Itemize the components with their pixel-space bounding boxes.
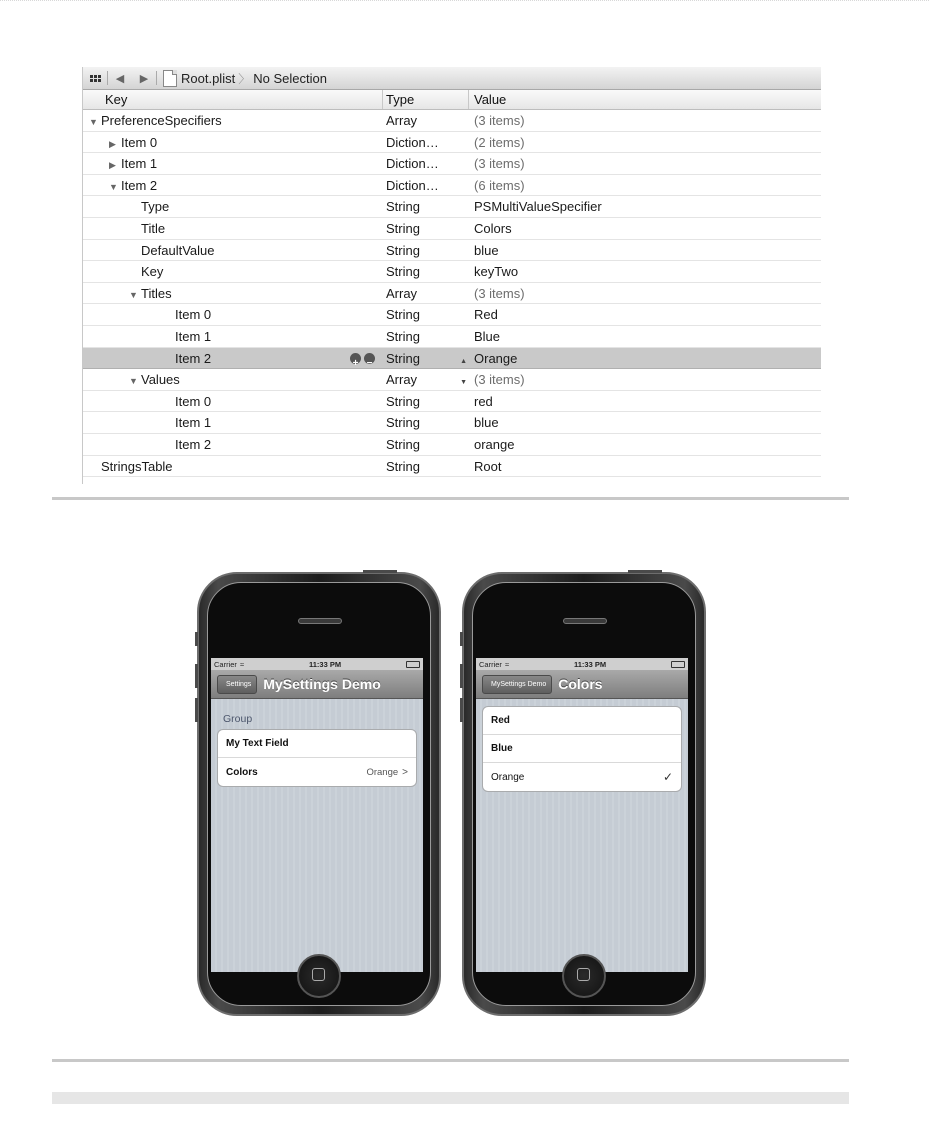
- row-key: Item 1: [175, 328, 212, 344]
- type-column-header[interactable]: Type: [383, 90, 469, 109]
- plist-row[interactable]: [83, 261, 821, 283]
- home-button[interactable]: [297, 954, 341, 998]
- status-time: 11:33 PM: [573, 659, 607, 669]
- battery-icon: [406, 661, 420, 668]
- cell-label: Colors: [226, 766, 258, 778]
- figure-divider: [52, 497, 849, 500]
- page-top-border: [0, 0, 929, 1]
- carrier-label: Carrier: [214, 659, 237, 669]
- disclosure-closed-icon[interactable]: ▶: [109, 138, 116, 149]
- row-value: blue: [474, 415, 499, 431]
- forward-arrow-icon: ▶: [139, 72, 149, 85]
- row-key: Item 1: [175, 415, 212, 431]
- nav-title: Colors: [558, 676, 603, 692]
- row-value: (3 items): [474, 113, 525, 128]
- breadcrumb-selection[interactable]: No Selection: [253, 70, 327, 86]
- checkmark-icon: ✓: [662, 770, 673, 784]
- plist-row[interactable]: [83, 175, 821, 197]
- colors-options-group: [482, 706, 682, 792]
- row-type: [383, 240, 469, 261]
- row-value: Orange: [474, 350, 518, 366]
- row-key: Item 2: [175, 436, 212, 452]
- related-items-button[interactable]: [83, 67, 107, 89]
- settings-back-button[interactable]: Settings: [217, 675, 257, 694]
- plist-editor: [82, 67, 821, 484]
- row-key: Item 2: [175, 350, 212, 366]
- row-value: PSMultiValueSpecifier: [474, 199, 602, 215]
- row-key: Title: [141, 220, 166, 236]
- plist-file-icon: [163, 70, 177, 87]
- row-type: [383, 218, 469, 239]
- status-bar: [211, 658, 423, 670]
- row-type: [383, 132, 469, 153]
- row-value: Red: [474, 307, 498, 323]
- row-key: Item 1: [121, 156, 158, 172]
- row-key: Item 0: [175, 393, 212, 409]
- row-value: orange: [474, 436, 515, 452]
- row-key: Item 0: [175, 307, 212, 323]
- plist-row[interactable]: [83, 369, 821, 391]
- row-value: (3 items): [474, 372, 525, 388]
- plist-row[interactable]: [83, 240, 821, 262]
- forward-arrow-button[interactable]: [132, 67, 156, 89]
- row-value: (3 items): [474, 156, 525, 172]
- row-type-text: String: [386, 199, 420, 215]
- column-header: [83, 90, 821, 110]
- row-type-text: Array: [386, 372, 418, 388]
- status-bar: [476, 658, 688, 670]
- navigation-bar: [476, 670, 688, 699]
- row-type-text: String: [386, 415, 420, 431]
- carrier-label: Carrier: [479, 659, 502, 669]
- plist-row[interactable]: [83, 391, 821, 413]
- row-type: [383, 412, 469, 433]
- row-key: Values: [141, 372, 180, 388]
- row-type: [383, 153, 469, 174]
- row-type: [383, 110, 469, 131]
- key-column-header[interactable]: Key: [83, 90, 383, 109]
- row-type-text: Diction…: [386, 134, 439, 150]
- row-key: Titles: [141, 285, 172, 301]
- row-type-text: String: [386, 307, 420, 323]
- disclosure-open-icon[interactable]: ▼: [129, 376, 138, 387]
- value-column-header[interactable]: Value: [474, 92, 507, 107]
- group-label: Group: [223, 713, 253, 725]
- mute-switch: [195, 632, 198, 646]
- plist-row[interactable]: [83, 434, 821, 456]
- plist-row[interactable]: [83, 132, 821, 154]
- type-popup-arrows-icon[interactable]: ▲ ▼: [460, 357, 467, 386]
- toolbar-divider: [156, 71, 157, 85]
- editor-jump-bar: [83, 67, 821, 90]
- option-blue[interactable]: [483, 735, 681, 763]
- iphone-right: [462, 572, 706, 1016]
- row-type-text: Diction…: [386, 156, 439, 172]
- row-type-text: String: [386, 350, 420, 366]
- option-label: Red: [491, 715, 510, 726]
- row-key: Item 0: [121, 134, 158, 150]
- volume-up-button: [195, 664, 198, 688]
- row-value: Root: [474, 458, 502, 474]
- wifi-icon: ≈: [504, 659, 510, 669]
- row-type: [383, 391, 469, 412]
- plist-row[interactable]: [83, 326, 821, 348]
- row-key: Type: [141, 199, 170, 215]
- row-type: [383, 304, 469, 325]
- mute-switch: [460, 632, 463, 646]
- row-type-text: String: [386, 328, 420, 344]
- iphone-left: [197, 572, 441, 1016]
- disclosure-closed-icon[interactable]: ▶: [109, 160, 116, 171]
- disclosure-open-icon[interactable]: ▼: [89, 117, 98, 127]
- row-type-text: String: [386, 220, 420, 236]
- earpiece-speaker: [563, 618, 607, 624]
- row-actions: [350, 353, 375, 369]
- volume-down-button: [195, 698, 198, 722]
- row-type: [383, 434, 469, 455]
- nav-title: MySettings Demo: [263, 676, 381, 692]
- wifi-icon: ≈: [239, 659, 245, 669]
- row-value: Blue: [474, 328, 501, 344]
- volume-up-button: [460, 664, 463, 688]
- row-type-text: String: [386, 393, 420, 409]
- breadcrumb-separator: 〉: [238, 71, 251, 86]
- phone2-screen: [476, 658, 688, 972]
- row-value: Colors: [474, 220, 512, 236]
- row-type-text: Diction…: [386, 177, 439, 193]
- back-arrow-icon: ◀: [115, 72, 125, 85]
- row-type: [383, 175, 469, 196]
- plist-rows: [83, 110, 821, 477]
- row-type-text: String: [386, 264, 420, 280]
- plist-row[interactable]: [83, 153, 821, 175]
- grid-icon: [90, 75, 101, 82]
- row-value: (2 items): [474, 134, 525, 150]
- row-type: [383, 261, 469, 282]
- home-button[interactable]: [562, 954, 606, 998]
- row-value: keyTwo: [474, 264, 519, 280]
- figure-divider: [52, 1059, 849, 1062]
- row-value: red: [474, 393, 493, 409]
- sleep-button: [363, 570, 397, 573]
- row-type-text: String: [386, 242, 420, 258]
- volume-down-button: [460, 698, 463, 722]
- option-orange[interactable]: [483, 763, 681, 791]
- option-red[interactable]: [483, 707, 681, 735]
- remove-item-icon[interactable]: −: [364, 353, 375, 364]
- row-key: DefaultValue: [141, 242, 215, 258]
- sleep-button: [628, 570, 662, 573]
- row-value: (6 items): [474, 177, 525, 193]
- plist-row[interactable]: [83, 456, 821, 478]
- plist-row[interactable]: [83, 196, 821, 218]
- row-type: [383, 369, 469, 390]
- option-label: Blue: [491, 743, 513, 754]
- row-type-text: Array: [386, 113, 418, 128]
- row-type-text: String: [386, 458, 420, 474]
- row-type: [383, 196, 469, 217]
- breadcrumb-file[interactable]: Root.plist: [181, 70, 236, 86]
- navigation-bar: [211, 670, 423, 699]
- row-key: Key: [141, 264, 164, 280]
- plist-row[interactable]: [83, 218, 821, 240]
- row-type: [383, 456, 469, 477]
- plist-row[interactable]: [83, 283, 821, 305]
- cell-label: My Text Field: [226, 738, 289, 749]
- row-type-text: String: [386, 436, 420, 452]
- row-key: PreferenceSpecifiers: [101, 113, 222, 128]
- colors-cell[interactable]: [218, 758, 416, 786]
- next-figure-bar: [52, 1092, 849, 1104]
- back-arrow-button[interactable]: [108, 67, 132, 89]
- row-value: blue: [474, 242, 499, 258]
- add-item-icon[interactable]: +: [350, 353, 361, 364]
- option-label: Orange: [491, 771, 525, 783]
- row-type-text: Array: [386, 285, 418, 301]
- mysettings-back-button[interactable]: MySettings Demo: [482, 675, 552, 694]
- phone1-screen: [211, 658, 423, 972]
- disclosure-open-icon[interactable]: ▼: [109, 181, 118, 192]
- row-key: StringsTable: [101, 458, 173, 474]
- cell-value: Orange: [366, 766, 399, 778]
- status-time: 11:33 PM: [308, 659, 342, 669]
- plist-row[interactable]: [83, 412, 821, 434]
- battery-icon: [671, 661, 685, 668]
- settings-group: [217, 729, 417, 787]
- plist-row[interactable]: [83, 304, 821, 326]
- chevron-right-icon: >: [402, 766, 408, 778]
- disclosure-open-icon[interactable]: ▼: [129, 289, 138, 300]
- row-value: (3 items): [474, 285, 525, 301]
- text-field-cell[interactable]: [218, 730, 416, 758]
- row-key: Item 2: [121, 177, 158, 193]
- earpiece-speaker: [298, 618, 342, 624]
- plist-row[interactable]: [83, 110, 821, 132]
- row-type: [383, 283, 469, 304]
- row-type: [383, 326, 469, 347]
